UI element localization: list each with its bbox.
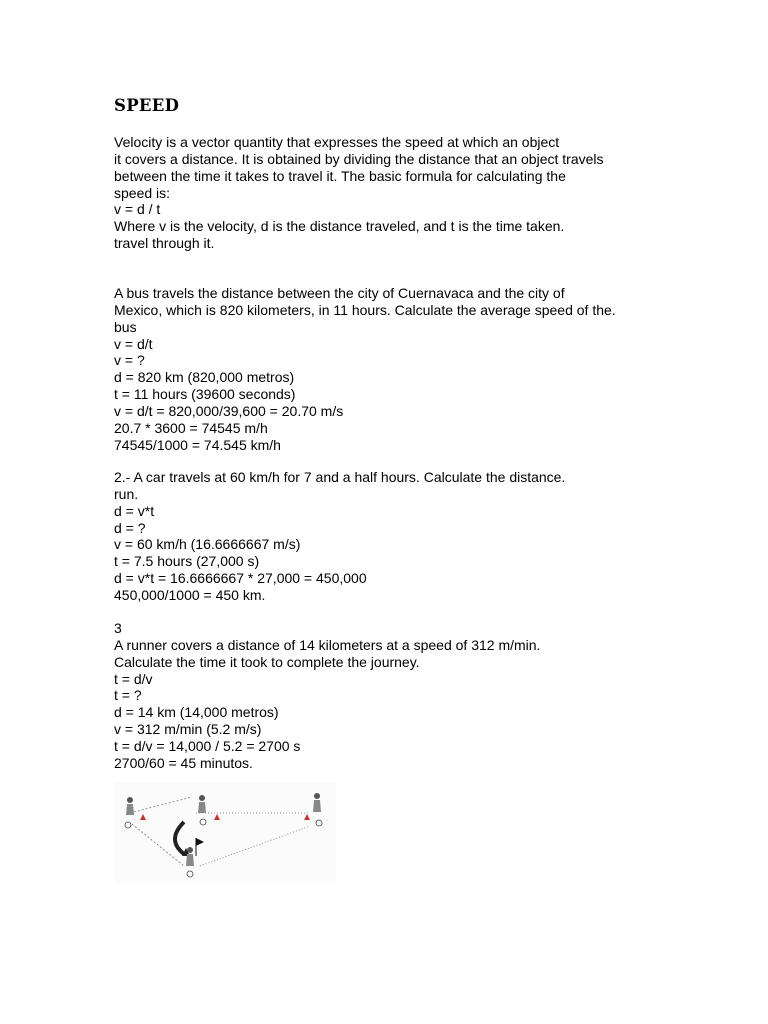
formula-line: d = ? [114, 519, 146, 536]
text-line: Mexico, which is 820 kilometers, in 11 hours. Calculate the average speed of the. [114, 301, 616, 318]
text-line: travel through it. [114, 235, 215, 252]
formula-line: d = 820 km (820,000 metros) [114, 369, 295, 386]
soccer-drill-illustration [114, 782, 336, 884]
formula-line: 20.7 * 3600 = 74545 m/h [114, 419, 268, 436]
text-line: Calculate the time it took to complete the journey. [114, 653, 420, 670]
formula-line: v = d/t [114, 335, 153, 352]
page-title: SPEED [114, 96, 180, 115]
formula-line: t = d/v = 14,000 / 5.2 = 2700 s [114, 737, 301, 754]
text-line: 2.- A car travels at 60 km/h for 7 and a half hours. Calculate the distance. [114, 469, 566, 485]
formula-line: v = 60 km/h (16.6666667 m/s) [114, 536, 301, 553]
formula-line: t = d/v [114, 670, 153, 687]
formula-line: t = ? [114, 687, 142, 704]
formula-line: t = 11 hours (39600 seconds) [114, 386, 296, 403]
problem-bus [114, 285, 616, 453]
text-line: Velocity is a vector quantity that expresses the speed at which an object [114, 134, 560, 150]
formula-line: d = 14 km (14,000 metros) [114, 704, 279, 721]
drill-diagram-svg [114, 782, 336, 884]
formula-line: t = 7.5 hours (27,000 s) [114, 553, 260, 570]
formula-line: 450,000/1000 = 450 km. [114, 586, 266, 603]
intro-paragraph [114, 134, 604, 252]
text-line: run. [114, 485, 139, 502]
text-line: A runner covers a distance of 14 kilometers at a speed of 312 m/min. [114, 636, 541, 653]
text-line: between the time it takes to travel it. The basic formula for calculating the [114, 167, 566, 184]
problem-number: 3 [114, 620, 122, 636]
text-line: bus [114, 318, 137, 335]
problem-car [114, 469, 565, 604]
formula-line: v = d/t = 820,000/39,600 = 20.70 m/s [114, 402, 344, 419]
formula-line: v = d / t [114, 201, 161, 218]
formula-line: d = v*t = 16.6666667 * 27,000 = 450,000 [114, 570, 367, 587]
text-line: Where v is the velocity, d is the distance traveled, and t is the time taken. [114, 218, 565, 235]
text-line: it covers a distance. It is obtained by dividing the distance that an object travels [114, 150, 604, 167]
formula-line: v = 312 m/min (5.2 m/s) [114, 721, 262, 738]
problem-runner [114, 620, 540, 772]
formula-line: 2700/60 = 45 minutos. [114, 754, 253, 771]
formula-line: v = ? [114, 352, 145, 369]
formula-line: d = v*t [114, 502, 155, 519]
text-line: speed is: [114, 184, 171, 201]
formula-line: 74545/1000 = 74.545 km/h [114, 436, 281, 453]
text-line: A bus travels the distance between the city of Cuernavaca and the city of [114, 285, 565, 301]
